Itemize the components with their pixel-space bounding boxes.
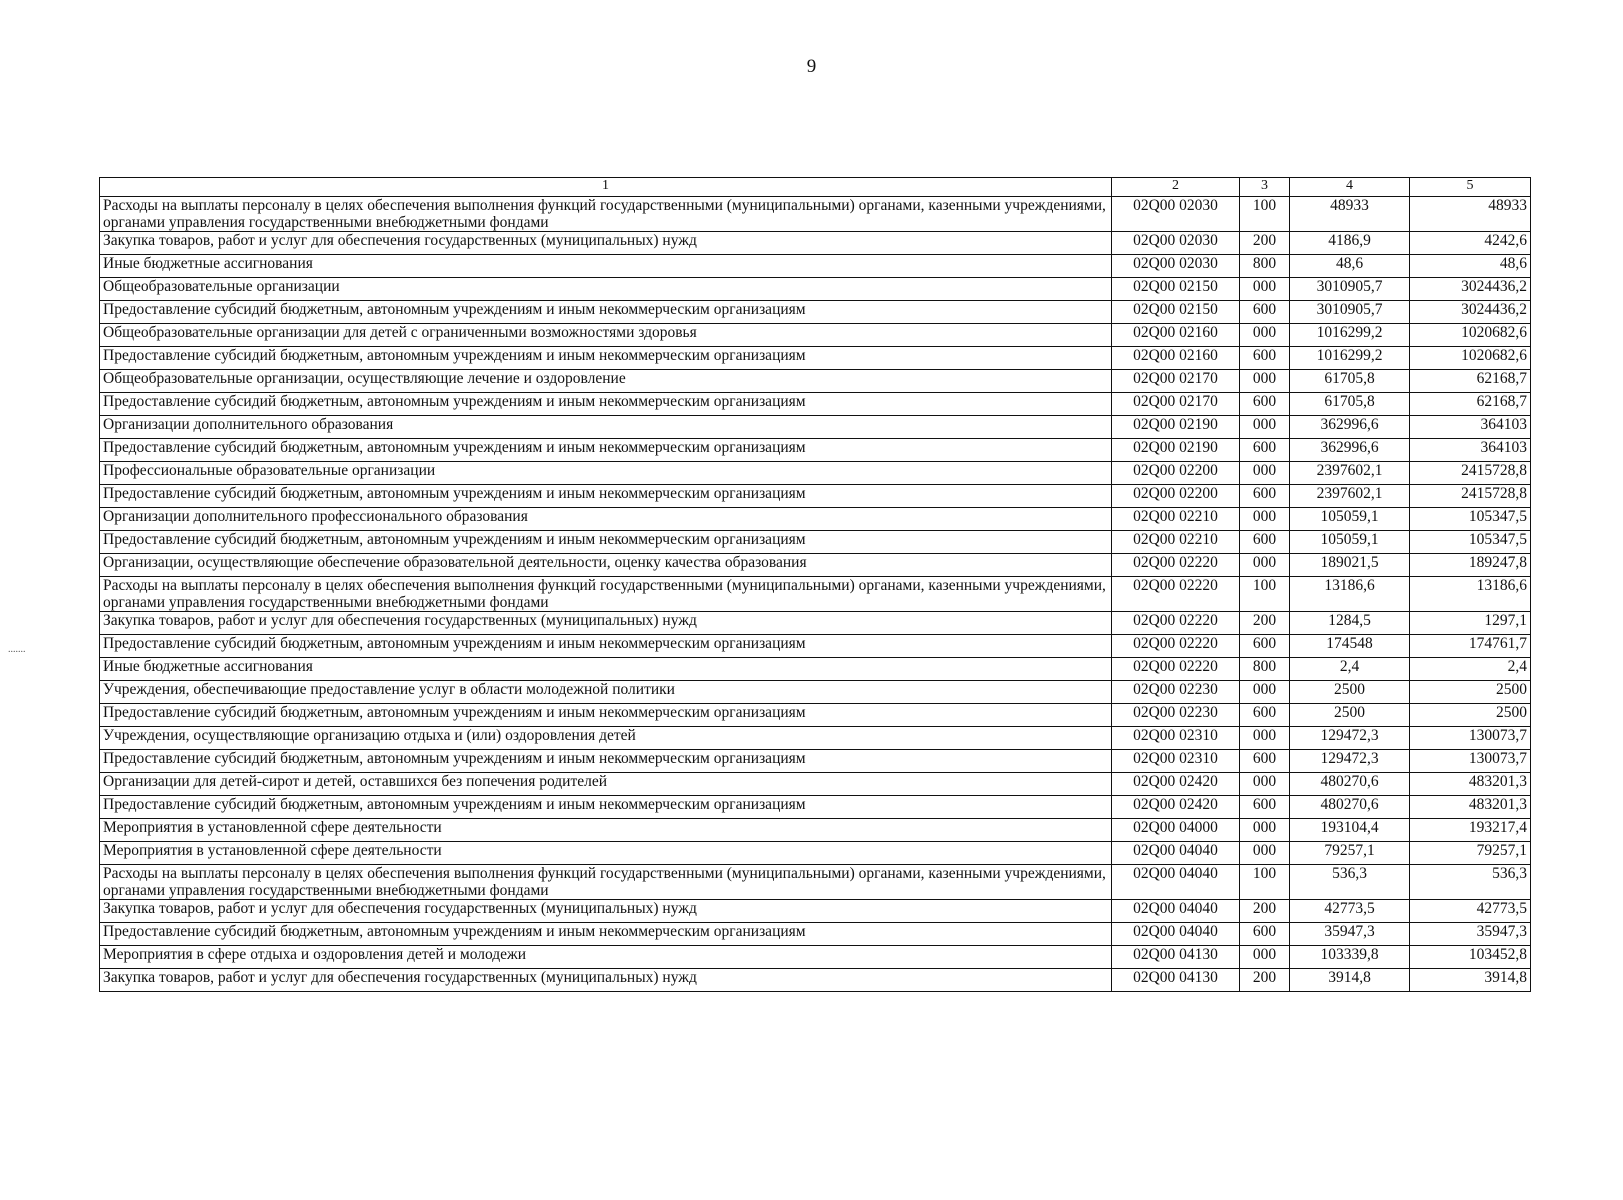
row-name: Общеобразовательные организации, осуществляющие лечение и оздоровление [100, 370, 1112, 393]
row-type: 200 [1240, 232, 1290, 255]
row-value-4: 3010905,7 [1290, 301, 1410, 324]
header-cell-1: 1 [100, 178, 1112, 197]
row-value-5: 364103 [1410, 416, 1531, 439]
row-value-4: 2500 [1290, 681, 1410, 704]
row-type: 600 [1240, 704, 1290, 727]
header-cell-5: 5 [1410, 178, 1531, 197]
row-type: 600 [1240, 923, 1290, 946]
table-row [100, 681, 1531, 704]
row-name: Расходы на выплаты персоналу в целях обеспечения выполнения функций государственными (муниципальными) органами, казенными учреждениями, органами управления государственными внебюджетными фондами [100, 865, 1112, 900]
table-row [100, 635, 1531, 658]
row-code: 02Q00 02220 [1112, 658, 1240, 681]
row-name: Предоставление субсидий бюджетным, автономным учреждениям и иным некоммерческим организациям [100, 393, 1112, 416]
row-code: 02Q00 04040 [1112, 865, 1240, 900]
row-name: Иные бюджетные ассигнования [100, 255, 1112, 278]
row-value-5: 130073,7 [1410, 727, 1531, 750]
row-code: 02Q00 02200 [1112, 485, 1240, 508]
table-row [100, 232, 1531, 255]
row-value-5: 42773,5 [1410, 900, 1531, 923]
row-value-4: 42773,5 [1290, 900, 1410, 923]
row-type: 600 [1240, 301, 1290, 324]
row-code: 02Q00 02030 [1112, 232, 1240, 255]
row-type: 000 [1240, 278, 1290, 301]
header-cell-3: 3 [1240, 178, 1290, 197]
row-value-4: 3010905,7 [1290, 278, 1410, 301]
row-code: 02Q00 02210 [1112, 531, 1240, 554]
table-row [100, 301, 1531, 324]
row-type: 600 [1240, 635, 1290, 658]
row-code: 02Q00 02310 [1112, 750, 1240, 773]
row-value-4: 2,4 [1290, 658, 1410, 681]
row-type: 600 [1240, 439, 1290, 462]
row-value-4: 61705,8 [1290, 370, 1410, 393]
margin-mark: ....... [8, 644, 26, 655]
row-type: 600 [1240, 750, 1290, 773]
table-body [100, 197, 1531, 992]
row-name: Закупка товаров, работ и услуг для обеспечения государственных (муниципальных) нужд [100, 232, 1112, 255]
row-code: 02Q00 02420 [1112, 796, 1240, 819]
row-name: Учреждения, обеспечивающие предоставление услуг в области молодежной политики [100, 681, 1112, 704]
row-value-4: 362996,6 [1290, 439, 1410, 462]
table-row [100, 370, 1531, 393]
row-type: 600 [1240, 393, 1290, 416]
row-name: Общеобразовательные организации [100, 278, 1112, 301]
row-value-5: 105347,5 [1410, 531, 1531, 554]
row-name: Общеобразовательные организации для детей с ограниченными возможностями здоровья [100, 324, 1112, 347]
row-value-4: 2397602,1 [1290, 485, 1410, 508]
row-name: Мероприятия в установленной сфере деятельности [100, 819, 1112, 842]
row-value-4: 480270,6 [1290, 773, 1410, 796]
table-row [100, 554, 1531, 577]
table-row [100, 416, 1531, 439]
row-code: 02Q00 02170 [1112, 370, 1240, 393]
row-value-4: 1284,5 [1290, 612, 1410, 635]
row-value-4: 105059,1 [1290, 531, 1410, 554]
row-value-4: 174548 [1290, 635, 1410, 658]
row-code: 02Q00 02230 [1112, 704, 1240, 727]
row-code: 02Q00 02220 [1112, 554, 1240, 577]
table-row [100, 658, 1531, 681]
row-type: 000 [1240, 324, 1290, 347]
table-row [100, 819, 1531, 842]
table-row [100, 255, 1531, 278]
row-value-5: 364103 [1410, 439, 1531, 462]
row-type: 000 [1240, 508, 1290, 531]
row-name: Предоставление субсидий бюджетным, автономным учреждениям и иным некоммерческим организациям [100, 347, 1112, 370]
row-code: 02Q00 02190 [1112, 439, 1240, 462]
budget-table [99, 177, 1531, 992]
row-value-5: 3024436,2 [1410, 301, 1531, 324]
row-value-5: 103452,8 [1410, 946, 1531, 969]
table-row [100, 324, 1531, 347]
row-code: 02Q00 02220 [1112, 612, 1240, 635]
row-type: 000 [1240, 681, 1290, 704]
row-code: 02Q00 04040 [1112, 842, 1240, 865]
row-value-5: 536,3 [1410, 865, 1531, 900]
row-type: 000 [1240, 727, 1290, 750]
row-name: Расходы на выплаты персоналу в целях обеспечения выполнения функций государственными (муниципальными) органами, казенными учреждениями, органами управления государственными внебюджетными фондами [100, 577, 1112, 612]
row-code: 02Q00 04040 [1112, 900, 1240, 923]
row-value-4: 48,6 [1290, 255, 1410, 278]
row-value-5: 1020682,6 [1410, 324, 1531, 347]
row-value-5: 2500 [1410, 704, 1531, 727]
row-name: Мероприятия в сфере отдыха и оздоровления детей и молодежи [100, 946, 1112, 969]
row-value-5: 2,4 [1410, 658, 1531, 681]
row-value-5: 2415728,8 [1410, 462, 1531, 485]
row-name: Расходы на выплаты персоналу в целях обеспечения выполнения функций государственными (муниципальными) органами, казенными учреждениями, органами управления государственными внебюджетными фондами [100, 197, 1112, 232]
row-value-4: 1016299,2 [1290, 324, 1410, 347]
row-name: Закупка товаров, работ и услуг для обеспечения государственных (муниципальных) нужд [100, 900, 1112, 923]
row-code: 02Q00 02160 [1112, 324, 1240, 347]
row-type: 600 [1240, 796, 1290, 819]
header-cell-2: 2 [1112, 178, 1240, 197]
row-value-5: 1020682,6 [1410, 347, 1531, 370]
row-value-4: 2397602,1 [1290, 462, 1410, 485]
row-code: 02Q00 02030 [1112, 255, 1240, 278]
row-name: Закупка товаров, работ и услуг для обеспечения государственных (муниципальных) нужд [100, 969, 1112, 992]
table-row [100, 796, 1531, 819]
row-code: 02Q00 02220 [1112, 577, 1240, 612]
header-cell-4: 4 [1290, 178, 1410, 197]
row-code: 02Q00 02160 [1112, 347, 1240, 370]
table-row [100, 577, 1531, 612]
table-row [100, 347, 1531, 370]
page-number: 9 [806, 56, 817, 77]
row-value-4: 362996,6 [1290, 416, 1410, 439]
row-name: Закупка товаров, работ и услуг для обеспечения государственных (муниципальных) нужд [100, 612, 1112, 635]
row-value-5: 2500 [1410, 681, 1531, 704]
row-type: 000 [1240, 946, 1290, 969]
row-value-4: 536,3 [1290, 865, 1410, 900]
row-value-4: 1016299,2 [1290, 347, 1410, 370]
table-row [100, 900, 1531, 923]
row-value-4: 48933 [1290, 197, 1410, 232]
row-code: 02Q00 02210 [1112, 508, 1240, 531]
row-type: 100 [1240, 577, 1290, 612]
row-code: 02Q00 02190 [1112, 416, 1240, 439]
row-name: Организации, осуществляющие обеспечение образовательной деятельности, оценку качества образования [100, 554, 1112, 577]
row-value-4: 105059,1 [1290, 508, 1410, 531]
row-type: 000 [1240, 462, 1290, 485]
row-type: 600 [1240, 531, 1290, 554]
row-name: Учреждения, осуществляющие организацию отдыха и (или) оздоровления детей [100, 727, 1112, 750]
row-code: 02Q00 02030 [1112, 197, 1240, 232]
row-type: 000 [1240, 819, 1290, 842]
row-code: 02Q00 04000 [1112, 819, 1240, 842]
row-value-5: 2415728,8 [1410, 485, 1531, 508]
header-row [100, 178, 1531, 197]
row-value-4: 193104,4 [1290, 819, 1410, 842]
row-value-4: 35947,3 [1290, 923, 1410, 946]
row-value-4: 189021,5 [1290, 554, 1410, 577]
row-value-5: 105347,5 [1410, 508, 1531, 531]
row-name: Профессиональные образовательные организации [100, 462, 1112, 485]
row-value-5: 35947,3 [1410, 923, 1531, 946]
row-value-5: 13186,6 [1410, 577, 1531, 612]
row-name: Организации дополнительного профессионального образования [100, 508, 1112, 531]
row-type: 100 [1240, 197, 1290, 232]
table-row [100, 969, 1531, 992]
table-row [100, 842, 1531, 865]
row-name: Предоставление субсидий бюджетным, автономным учреждениям и иным некоммерческим организациям [100, 796, 1112, 819]
table-row [100, 946, 1531, 969]
row-value-4: 129472,3 [1290, 750, 1410, 773]
row-type: 600 [1240, 347, 1290, 370]
table-row [100, 750, 1531, 773]
row-type: 800 [1240, 255, 1290, 278]
row-type: 000 [1240, 554, 1290, 577]
row-value-5: 48,6 [1410, 255, 1531, 278]
row-name: Предоставление субсидий бюджетным, автономным учреждениям и иным некоммерческим организациям [100, 635, 1112, 658]
table-row [100, 462, 1531, 485]
row-type: 000 [1240, 416, 1290, 439]
row-value-5: 189247,8 [1410, 554, 1531, 577]
table-row [100, 531, 1531, 554]
row-value-4: 129472,3 [1290, 727, 1410, 750]
table-row [100, 612, 1531, 635]
row-type: 000 [1240, 370, 1290, 393]
row-code: 02Q00 02420 [1112, 773, 1240, 796]
row-type: 600 [1240, 485, 1290, 508]
row-value-5: 48933 [1410, 197, 1531, 232]
row-value-4: 4186,9 [1290, 232, 1410, 255]
row-value-5: 4242,6 [1410, 232, 1531, 255]
row-code: 02Q00 02150 [1112, 278, 1240, 301]
row-value-4: 2500 [1290, 704, 1410, 727]
row-code: 02Q00 02150 [1112, 301, 1240, 324]
row-type: 000 [1240, 842, 1290, 865]
row-value-5: 130073,7 [1410, 750, 1531, 773]
row-value-5: 1297,1 [1410, 612, 1531, 635]
row-name: Организации дополнительного образования [100, 416, 1112, 439]
table-row [100, 865, 1531, 900]
table-row [100, 508, 1531, 531]
row-value-5: 174761,7 [1410, 635, 1531, 658]
table-row [100, 393, 1531, 416]
row-name: Предоставление субсидий бюджетным, автономным учреждениям и иным некоммерческим организациям [100, 485, 1112, 508]
row-type: 200 [1240, 969, 1290, 992]
row-value-5: 193217,4 [1410, 819, 1531, 842]
row-value-5: 3914,8 [1410, 969, 1531, 992]
row-value-5: 79257,1 [1410, 842, 1531, 865]
row-code: 02Q00 02310 [1112, 727, 1240, 750]
table-row [100, 727, 1531, 750]
row-code: 02Q00 02220 [1112, 635, 1240, 658]
row-name: Предоставление субсидий бюджетным, автономным учреждениям и иным некоммерческим организациям [100, 531, 1112, 554]
row-value-4: 13186,6 [1290, 577, 1410, 612]
row-name: Предоставление субсидий бюджетным, автономным учреждениям и иным некоммерческим организациям [100, 439, 1112, 462]
row-name: Мероприятия в установленной сфере деятельности [100, 842, 1112, 865]
table-row [100, 923, 1531, 946]
table-row [100, 773, 1531, 796]
table-row [100, 197, 1531, 232]
row-value-4: 79257,1 [1290, 842, 1410, 865]
row-name: Предоставление субсидий бюджетным, автономным учреждениям и иным некоммерческим организациям [100, 704, 1112, 727]
row-name: Организации для детей-сирот и детей, оставшихся без попечения родителей [100, 773, 1112, 796]
row-code: 02Q00 02230 [1112, 681, 1240, 704]
row-code: 02Q00 02200 [1112, 462, 1240, 485]
row-name: Предоставление субсидий бюджетным, автономным учреждениям и иным некоммерческим организациям [100, 301, 1112, 324]
table-row [100, 704, 1531, 727]
row-value-5: 62168,7 [1410, 393, 1531, 416]
row-type: 800 [1240, 658, 1290, 681]
row-type: 200 [1240, 900, 1290, 923]
row-type: 000 [1240, 773, 1290, 796]
row-value-5: 3024436,2 [1410, 278, 1531, 301]
row-value-4: 3914,8 [1290, 969, 1410, 992]
row-name: Предоставление субсидий бюджетным, автономным учреждениям и иным некоммерческим организациям [100, 923, 1112, 946]
row-code: 02Q00 04130 [1112, 969, 1240, 992]
table-row [100, 278, 1531, 301]
row-value-5: 483201,3 [1410, 773, 1531, 796]
row-code: 02Q00 04040 [1112, 923, 1240, 946]
table-row [100, 485, 1531, 508]
row-name: Предоставление субсидий бюджетным, автономным учреждениям и иным некоммерческим организациям [100, 750, 1112, 773]
row-name: Иные бюджетные ассигнования [100, 658, 1112, 681]
row-value-5: 62168,7 [1410, 370, 1531, 393]
row-value-4: 61705,8 [1290, 393, 1410, 416]
row-value-4: 103339,8 [1290, 946, 1410, 969]
row-type: 200 [1240, 612, 1290, 635]
row-value-5: 483201,3 [1410, 796, 1531, 819]
row-type: 100 [1240, 865, 1290, 900]
row-code: 02Q00 02170 [1112, 393, 1240, 416]
table-row [100, 439, 1531, 462]
row-value-4: 480270,6 [1290, 796, 1410, 819]
row-code: 02Q00 04130 [1112, 946, 1240, 969]
